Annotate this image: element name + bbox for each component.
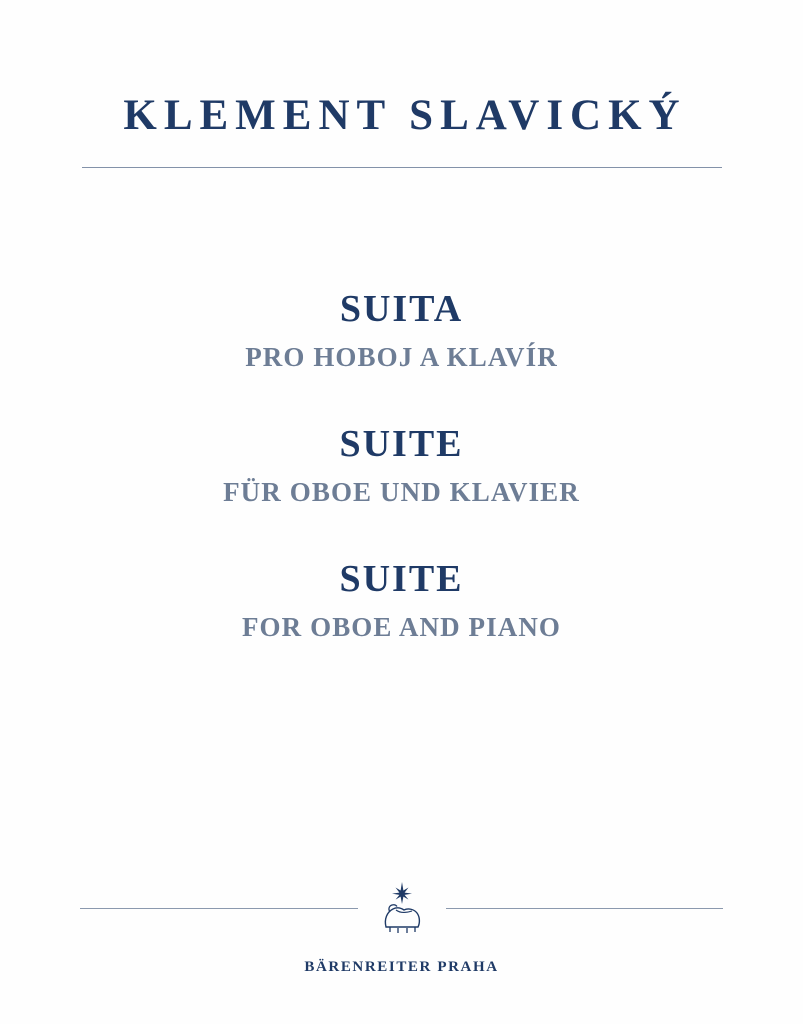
publisher-name: BÄRENREITER PRAHA [304,959,499,975]
title-group-czech [245,288,558,373]
title-group-german [223,423,580,508]
title-subtitle-czech: PRO HOBOJ A KLAVÍR [245,341,558,372]
barenreiter-bear-icon [358,879,446,937]
title-list [0,288,803,643]
title-subtitle-german: FÜR OBOE UND KLAVIER [223,477,580,508]
composer-block [0,92,803,168]
composer-name: KLEMENT SLAVICKÝ [123,92,687,139]
title-group-english [242,558,561,643]
title-main-czech: SUITA [339,288,464,331]
footer-divider-right [435,908,723,909]
footer-divider-left [80,908,368,909]
title-main-english: SUITE [339,558,464,601]
page-footer [0,879,803,976]
title-subtitle-english: FOR OBOE AND PIANO [241,612,562,643]
logo-area [0,879,803,937]
header-divider [82,167,722,168]
title-main-german: SUITE [339,423,464,466]
